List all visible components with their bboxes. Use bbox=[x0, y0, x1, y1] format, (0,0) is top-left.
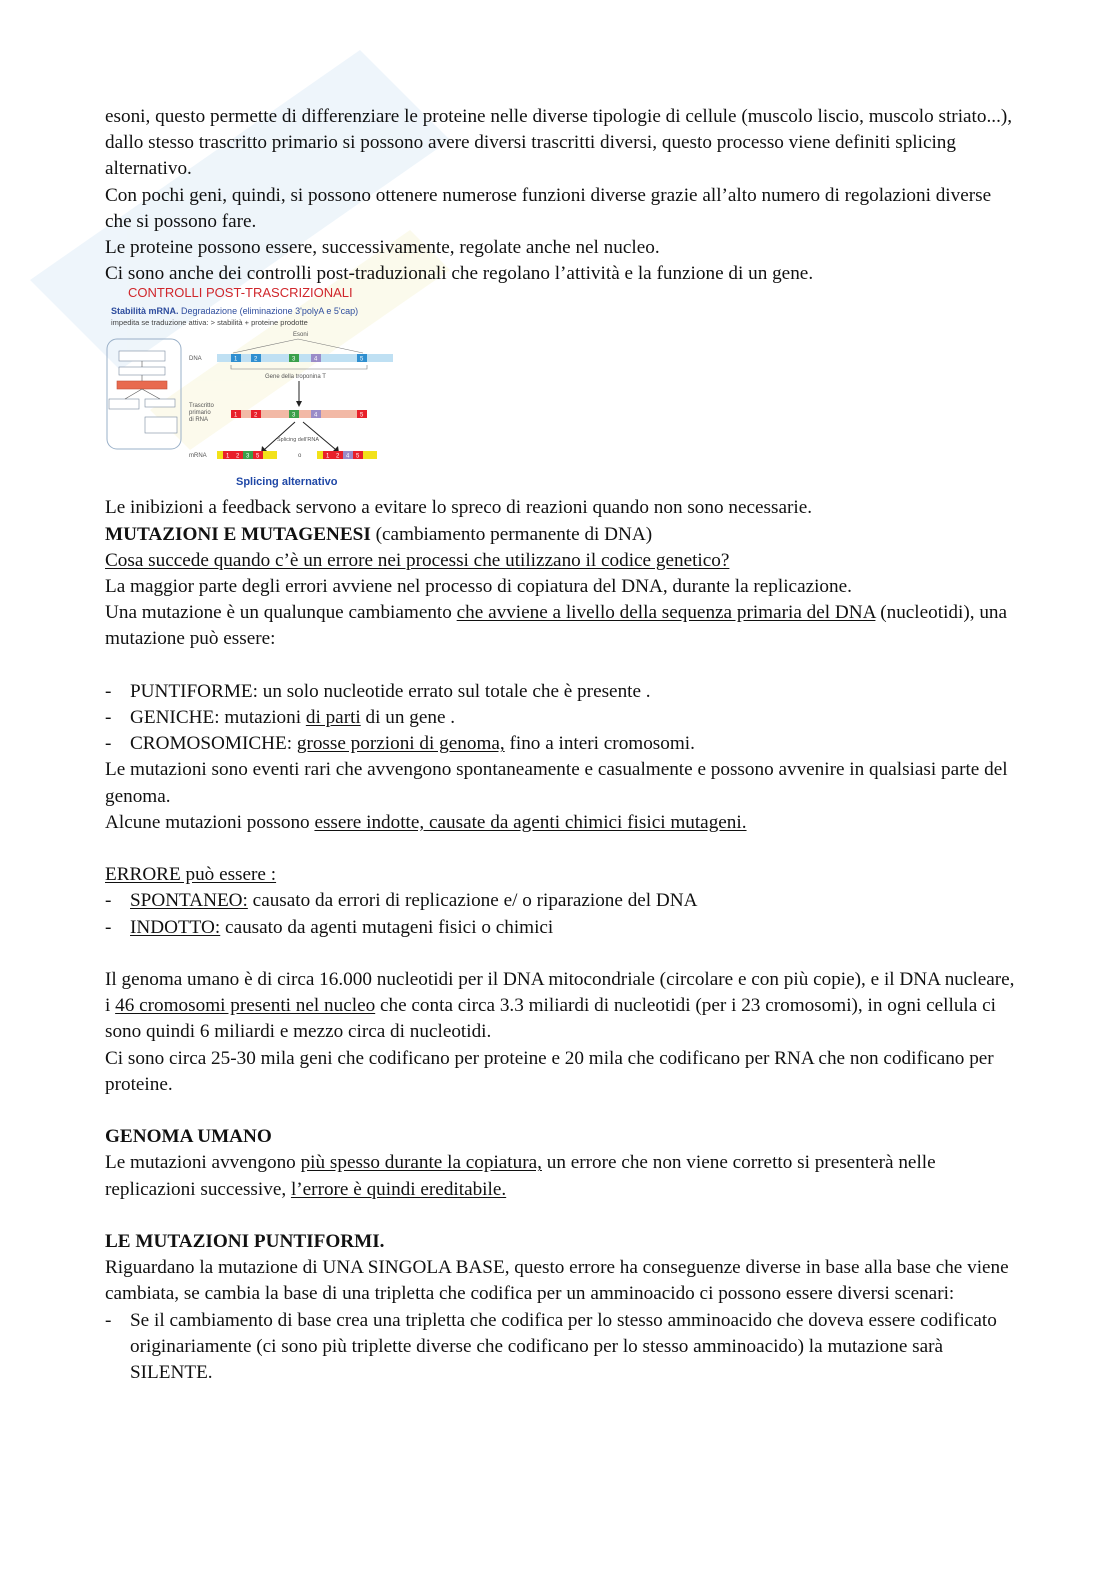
genoma-underlined: 46 cromosomi presenti nel nucleo bbox=[115, 995, 376, 1017]
mrna-right-tail bbox=[363, 451, 377, 459]
paragraph-geni: Con pochi geni, quindi, si possono ottenere numerose funzioni diverse grazie all’alto numero di regolazioni diverse che si possono fare. bbox=[105, 184, 992, 232]
paragraph-indotte bbox=[105, 810, 1015, 836]
list-item-indotto bbox=[105, 915, 1015, 941]
list-item-label: GENICHE: bbox=[130, 707, 220, 729]
genoma-umano-a: Le mutazioni avvengono bbox=[105, 1152, 301, 1174]
arrow-transcription-head bbox=[296, 401, 302, 407]
label-gene: Gene della troponina T bbox=[265, 374, 326, 381]
primary-exon-num-4: 4 bbox=[314, 412, 318, 419]
definizione-a: Una mutazione è un qualunque cambiamento bbox=[105, 602, 457, 624]
splicing-diagram bbox=[105, 329, 405, 494]
list-item-label: INDOTTO: bbox=[130, 916, 221, 938]
arrow-splicing-right bbox=[303, 422, 335, 449]
dna-exon-num-5: 5 bbox=[360, 356, 364, 363]
paragraph-genoma-umano bbox=[105, 1150, 1015, 1202]
spacer bbox=[105, 836, 1015, 862]
schematic-step-3 bbox=[117, 381, 167, 389]
paragraph-errori: La maggior parte degli errori avviene nel processo di copiatura del DNA, durante la replicazione. bbox=[105, 576, 852, 598]
arrow-splicing-left bbox=[265, 422, 295, 449]
dna-exon-num-3: 3 bbox=[292, 356, 296, 363]
paragraph-definizione bbox=[105, 600, 1015, 652]
list-item-text: un solo nucleotide errato sul totale che è presente . bbox=[257, 680, 651, 702]
heading-puntiformi: LE MUTAZIONI PUNTIFORMI. bbox=[105, 1231, 385, 1253]
figure-subtitle-rest: Degradazione (eliminazione 3'polyA e 5'cap) bbox=[181, 306, 359, 317]
genoma-umano-b: un errore che non viene corretto si presenterà nelle replicazioni successive, bbox=[105, 1152, 936, 1200]
mrna-right-num-5: 5 bbox=[356, 453, 360, 460]
primary-exon-num-5: 5 bbox=[360, 412, 364, 419]
splicing-figure bbox=[105, 285, 405, 495]
schematic-step-4 bbox=[109, 399, 139, 409]
label-trascritto: Trascritto primario di RNA bbox=[189, 403, 214, 424]
list-item-puntiforme bbox=[105, 679, 1015, 705]
heading-genoma-umano: GENOMA UMANO bbox=[105, 1126, 272, 1148]
mrna-left-tail bbox=[263, 451, 277, 459]
paragraph-nucleo: Le proteine possono essere, successivamente, regolate anche nel nucleo. bbox=[105, 237, 660, 259]
dna-exon-num-4: 4 bbox=[314, 356, 318, 363]
heading-mutazioni-rest: (cambiamento permanente di DNA) bbox=[370, 523, 653, 545]
schematic-step-1 bbox=[119, 351, 165, 361]
schematic-step-2 bbox=[119, 367, 165, 375]
list-item-label: SPONTANEO: bbox=[130, 890, 248, 912]
figure-caption: Splicing alternativo bbox=[236, 476, 338, 489]
mrna-left-cap bbox=[217, 451, 223, 459]
schematic-arrow-3 bbox=[125, 389, 142, 399]
schematic-step-6 bbox=[145, 417, 177, 433]
list-item-geniche bbox=[105, 705, 1015, 731]
spacer bbox=[105, 941, 1015, 967]
definizione-b: (nucleotidi), una mutazione può essere: bbox=[105, 602, 1008, 650]
spacer bbox=[105, 1203, 1015, 1229]
list-item-silente: - Se il cambiamento di base crea una tripletta che codifica per lo stesso amminoacido che doveva essere codificato originariamente (ci sono più triplette diverse che codificano per lo stesso amminoacido) la mutazione sarà SILENTE. bbox=[105, 1308, 1015, 1387]
figure-title: CONTROLLI POST-TRASCRIZIONALI bbox=[128, 285, 353, 301]
label-dna: DNA bbox=[189, 356, 202, 363]
primary-exon-num-3: 3 bbox=[292, 412, 296, 419]
paragraph-genoma bbox=[105, 967, 1015, 1046]
paragraph-puntiformi: Riguardano la mutazione di UNA SINGOLA BASE, questo errore ha conseguenze diverse in base alla base che viene cambiata, se cambia la base di una tripletta che codifica per un amminoacido ci possono essere diversi scenari: bbox=[105, 1257, 1009, 1305]
mrna-right-num-4: 4 bbox=[346, 453, 350, 460]
indotte-a: Alcune mutazioni possono bbox=[105, 811, 315, 833]
label-mrna: mRNA bbox=[189, 453, 207, 460]
mrna-left-num-5: 5 bbox=[256, 453, 260, 460]
mrna-right-num-2: 2 bbox=[336, 453, 340, 460]
indotte-underlined: essere indotte, causate da agenti chimici fisici mutageni. bbox=[314, 811, 747, 833]
dna-exon-num-2: 2 bbox=[254, 356, 258, 363]
question-line: Cosa succede quando c’è un errore nei processi che utilizzano il codice genetico? bbox=[105, 549, 730, 571]
paragraph-splicing: esoni, questo permette di differenziare le proteine nelle diverse tipologie di cellule (muscolo liscio, muscolo striato...), dallo stesso trascritto primario si possono avere diversi trascritti diversi, questo processo viene definiti splicing alternativo. bbox=[105, 106, 1013, 180]
errore-title: ERRORE può essere : bbox=[105, 864, 277, 886]
list-item-cromosomiche bbox=[105, 731, 1015, 757]
figure-subtitle-bold: Stabilità mRNA. bbox=[111, 306, 179, 317]
genoma-umano-underlined-2: l’errore è quindi ereditabile. bbox=[290, 1178, 507, 1200]
esoni-bracket bbox=[233, 339, 363, 353]
primary-exon-num-1: 1 bbox=[234, 412, 238, 419]
paragraph-rare: Le mutazioni sono eventi rari che avvengono spontaneamente e casualmente e possono avvenire in qualsiasi parte del genoma. bbox=[105, 759, 1008, 807]
heading-mutazioni-bold: MUTAZIONI E MUTAGENESI bbox=[105, 523, 371, 545]
label-splicing: Splicing dell'RNA bbox=[277, 437, 320, 444]
definizione-underlined: che avviene a livello della sequenza primaria del DNA bbox=[456, 602, 876, 624]
paragraph-geni-count: Ci sono circa 25-30 mila geni che codificano per proteine e 20 mila che codificano per RNA che non codificano per proteine. bbox=[105, 1047, 994, 1095]
genoma-umano-underlined-1: più spesso durante la copiatura, bbox=[300, 1152, 542, 1174]
list-item-label: PUNTIFORME: bbox=[130, 680, 258, 702]
dna-exon-num-1: 1 bbox=[234, 356, 238, 363]
figure-subtitle bbox=[111, 306, 358, 317]
list-item-text: di un gene . bbox=[360, 707, 456, 729]
list-item-label: CROMOSOMICHE: bbox=[130, 733, 293, 755]
document-page bbox=[105, 104, 1015, 1386]
genoma-b: che conta circa 3.3 miliardi di nucleotidi (per i 23 cromosomi), in ogni cellula ci sono quindi 6 miliardi e mezzo circa di nucleotidi. bbox=[105, 995, 996, 1043]
paragraph-feedback: Le inibizioni a feedback servono a evitare lo spreco di reazioni quando non sono necessarie. bbox=[105, 497, 813, 519]
mrna-left-num-3: 3 bbox=[246, 453, 250, 460]
figure-subtitle-line2: impedita se traduzione attiva: > stabilità + proteine prodotte bbox=[111, 318, 308, 328]
list-item-spontaneo bbox=[105, 888, 1015, 914]
list-item-underlined: di parti bbox=[305, 707, 361, 729]
schematic-arrow-4 bbox=[142, 389, 160, 399]
list-item-text: causato da agenti mutageni fisici o chimici bbox=[220, 916, 554, 938]
list-item-text: mutazioni bbox=[219, 707, 306, 729]
paragraph-post-traduzionali: Ci sono anche dei controlli post-traduzionali che regolano l’attività e la funzione di un gene. bbox=[105, 263, 814, 285]
primary-exon-num-2: 2 bbox=[254, 412, 258, 419]
list-item-text: fino a interi cromosomi. bbox=[504, 733, 695, 755]
mrna-right-cap bbox=[317, 451, 323, 459]
spacer bbox=[105, 653, 1015, 679]
list-item-text: causato da errori di replicazione e/ o riparazione del DNA bbox=[247, 890, 698, 912]
label-esoni: Esoni bbox=[293, 332, 309, 339]
mrna-right-num-1: 1 bbox=[326, 453, 330, 460]
label-o: o bbox=[298, 453, 302, 460]
schematic-step-5 bbox=[145, 399, 175, 407]
spacer bbox=[105, 1098, 1015, 1124]
gene-bracket bbox=[231, 365, 367, 369]
mrna-left-num-1: 1 bbox=[226, 453, 230, 460]
genoma-a: Il genoma umano è di circa 16.000 nucleotidi per il DNA mitocondriale (circolare e con più copie), e il DNA nucleare, i bbox=[105, 969, 1015, 1017]
mrna-left-num-2: 2 bbox=[236, 453, 240, 460]
heading-mutazioni bbox=[105, 522, 1015, 548]
list-item-underlined: grosse porzioni di genoma, bbox=[296, 733, 505, 755]
